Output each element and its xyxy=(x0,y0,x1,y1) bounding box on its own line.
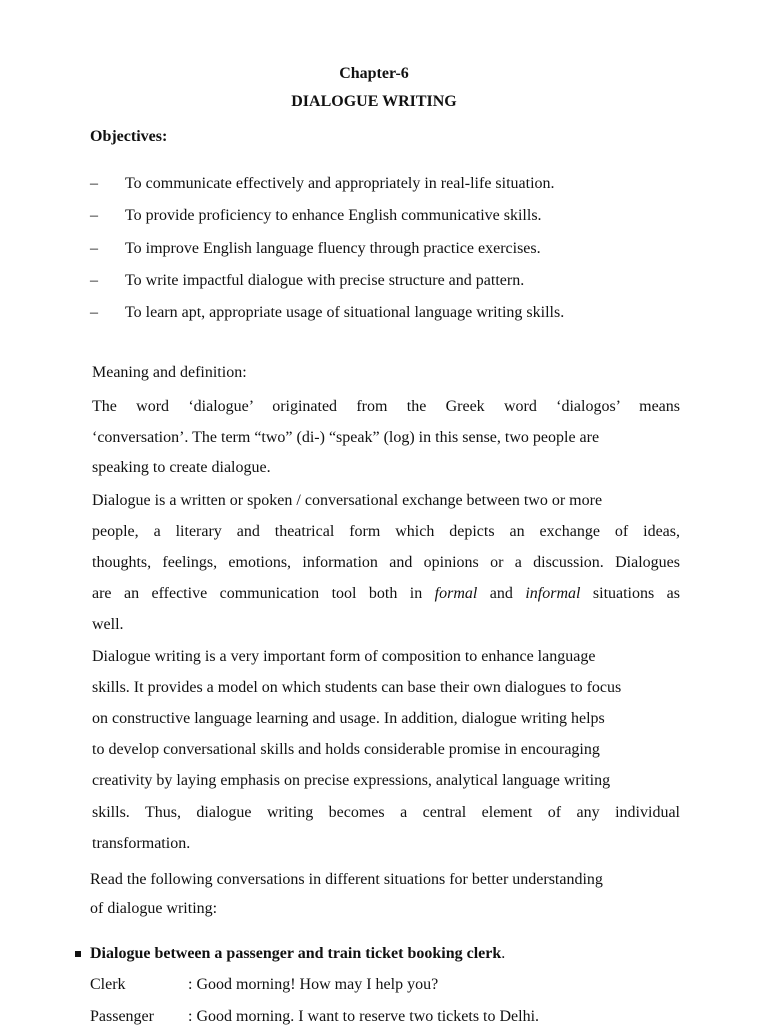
list-item: To provide proficiency to enhance English communicative skills. xyxy=(125,207,542,224)
emphasis-formal: formal xyxy=(434,585,478,602)
chapter-title: DIALOGUE WRITING xyxy=(291,93,457,110)
dialogue-heading-text: Dialogue between a passenger and train ticket booking clerk xyxy=(90,945,502,962)
speaker-passenger: Passenger xyxy=(90,1008,154,1025)
list-dash: – xyxy=(90,207,98,224)
paragraph-line: creativity by laying emphasis on precise expressions, analytical language writing xyxy=(92,772,611,789)
paragraph-line: on constructive language learning and usage. In addition, dialogue writing helps xyxy=(92,710,605,727)
paragraph-line: to develop conversational skills and holds considerable promise in encouraging xyxy=(92,741,600,758)
list-dash: – xyxy=(90,240,98,257)
paragraph-line: transformation. xyxy=(92,835,191,852)
speaker-clerk: Clerk xyxy=(90,976,126,993)
chapter-number: Chapter-6 xyxy=(339,65,409,82)
list-dash: – xyxy=(90,272,98,289)
list-item: To write impactful dialogue with precise structure and pattern. xyxy=(125,272,525,289)
objectives-heading: Objectives: xyxy=(90,128,168,145)
paragraph-line: thoughts, feelings, emotions, information and opinions or a discussion. Dialogues xyxy=(92,554,680,571)
paragraph-line: skills. Thus, dialogue writing becomes a central element of any individual xyxy=(92,804,680,821)
paragraph-line: of dialogue writing: xyxy=(90,900,218,917)
paragraph-line: speaking to create dialogue. xyxy=(92,459,271,476)
text-span: and xyxy=(489,585,513,602)
paragraph-line: Dialogue is a written or spoken / conversational exchange between two or more xyxy=(92,492,603,509)
paragraph-line: skills. It provides a model on which students can base their own dialogues to focus xyxy=(92,679,622,696)
list-dash: – xyxy=(90,175,98,192)
dialogue-heading xyxy=(90,945,505,963)
emphasis-informal: informal xyxy=(525,585,581,602)
paragraph-line: well. xyxy=(92,616,124,633)
list-dash: – xyxy=(90,304,98,321)
paragraph-line xyxy=(92,585,680,603)
list-item: To communicate effectively and appropriately in real-life situation. xyxy=(125,175,555,192)
meaning-heading: Meaning and definition: xyxy=(92,364,247,381)
dialogue-heading-period: . xyxy=(501,945,506,962)
speech-line: : Good morning. I want to reserve two tickets to Delhi. xyxy=(188,1008,540,1025)
square-bullet-icon xyxy=(75,951,81,957)
paragraph-line: The word ‘dialogue’ originated from the Greek word ‘dialogos’ means xyxy=(92,398,680,415)
paragraph-line: Dialogue writing is a very important form of composition to enhance language xyxy=(92,648,596,665)
paragraph-line: ‘conversation’. The term “two” (di-) “speak” (log) in this sense, two people are xyxy=(92,429,600,446)
paragraph-line: Read the following conversations in different situations for better understanding xyxy=(90,871,603,888)
list-item: To improve English language fluency through practice exercises. xyxy=(125,240,541,257)
list-item: To learn apt, appropriate usage of situational language writing skills. xyxy=(125,304,565,321)
text-span: are an effective communication tool both in xyxy=(92,585,423,602)
text-span: situations as xyxy=(592,585,680,602)
speech-line: : Good morning! How may I help you? xyxy=(188,976,439,993)
paragraph-line: people, a literary and theatrical form which depicts an exchange of ideas, xyxy=(92,523,680,540)
